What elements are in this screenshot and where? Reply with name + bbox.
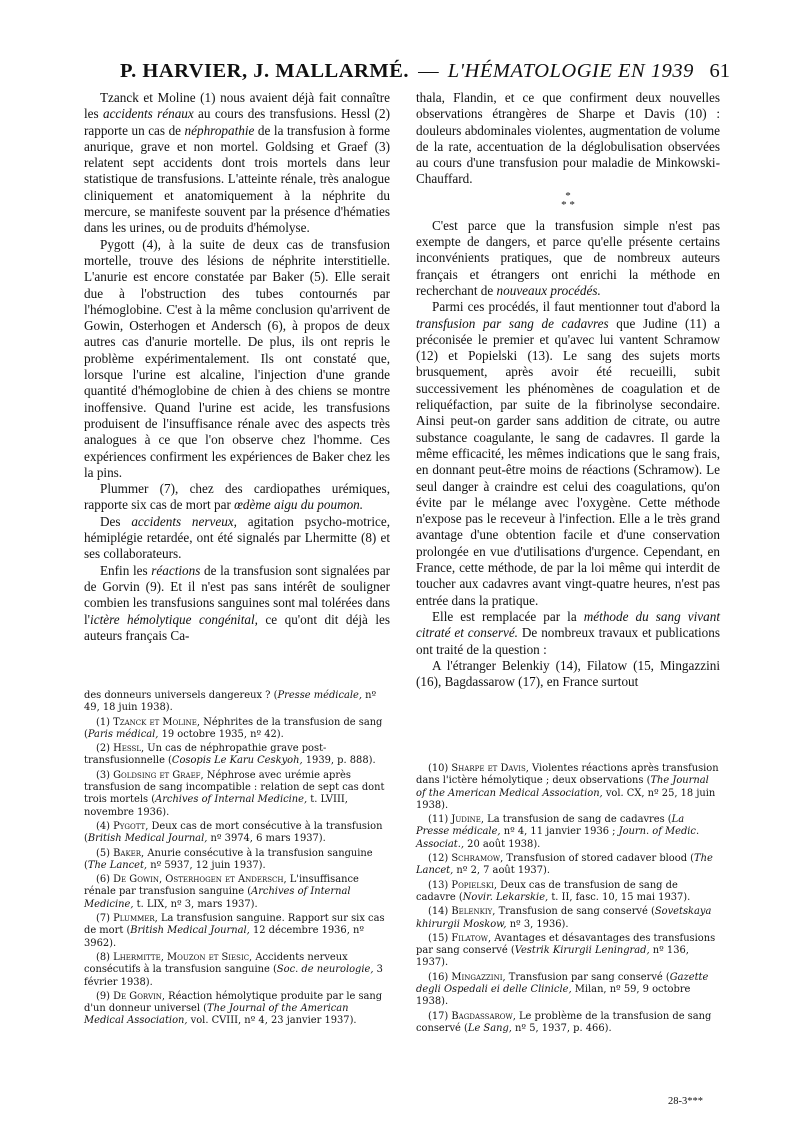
footnote: (9) De Gorvin, Réaction hémolytique produite par le sang d'un donneur universel (The Journal of the American Medical Association, vol. CVIII, nº 4, 23 janvier 1937). (84, 990, 383, 1027)
footnote: (15) Filatow, Avantages et désavantages des transfusions par sang conservé (Vestrik Kirurgii Leningrad, nº 136, 1937). (416, 932, 716, 969)
paragraph: Des accidents nerveux, agitation psycho-motrice, hémiplégie retardée, ont été signalés par Lhermitte (8) et ses collaborateurs. (84, 513, 390, 562)
paragraph: A l'étranger Belenkiy (14), Filatow (15, Mingazzini (16), Bagdassarow (17), en France surtout (416, 657, 720, 690)
paragraph: C'est parce que la transfusion simple n'est pas exempte de dangers, et parce qu'elle présente certains inconvénients pratiques, que de nombreux auteurs français et étrangers ont enrichi la méthode en recherchant de nouveaux procédés. (416, 217, 720, 298)
footnote: (8) Lhermitte, Mouzon et Siesic, Accidents nerveux consécutifs à la transfusion sanguine (Soc. de neurologie, 3 février 1938). (84, 951, 383, 988)
footnote: des donneurs universels dangereux ? (Presse médicale, nº 49, 18 juin 1938). (84, 690, 377, 714)
header-topic: L'HÉMATOLOGIE EN 1939 (447, 60, 694, 82)
footnote: (4) Pygott, Deux cas de mort consécutive à la transfusion (British Medical Journal, nº 3974, 6 mars 1937). (84, 820, 383, 845)
paragraph: Pygott (4), à la suite de deux cas de transfusion mortelle, trouve des lésions de néphrite interstitielle. L'anurie est encore constatée par Baker (5). Elle serait due à l'obstruction des tubes contournés par l'hémoglobine. C'est à la même conclusion qu'arrivent de Gowin, Osterhogen et Andersch (6), à propos de deux autres cas d'anurie mortelle. De plus, ils ont repris le problème expérimentalement. Ils ont constaté que, lorsque l'urine est alcaline, l'injection d'une grande quantité d'hémoglobine de chien à des chiens se montre inoffensive. Quand l'urine est acide, les transfusions produisent de l'insuffisance rénale avec des aspects très analogues à ce que l'on observe chez l'homme. Ces expériences confirment les expériences de Baker chez les la pins. (84, 236, 390, 480)
header-authors: P. HARVIER, J. MALLARMÉ. (120, 60, 409, 82)
footnote: (11) Judine, La transfusion de sang de cadavres (La Presse médicale, nº 4, 11 janvier 1936 ; Journ. of Medic. Associat., 20 août 1938). (416, 814, 700, 850)
paragraph: Plummer (7), chez des cardiopathes urémiques, rapporte six cas de mort par œdème aigu du poumon. (84, 481, 390, 513)
paragraph: thala, Flandin, et ce que confirment deux nouvelles observations étrangères de Sharpe et Davis (10) : douleurs abdominales violentes, augmentation de volume de la rate, accentuation de la déglobulisation observées au cours d'une transfusion pour maladie de Minkowski-Chauffard. (416, 90, 720, 187)
right-column (416, 90, 720, 690)
left-column (84, 90, 390, 644)
printer-signature: 28-3*** (668, 1096, 703, 1107)
paragraph: Elle est remplacée par la méthode du sang vivant citraté et conservé. De nombreux travaux et publications ont traité de la question : (416, 608, 720, 657)
paragraph: Tzanck et Moline (1) nous avaient déjà fait connaître les accidents rénaux au cours des transfusions. Hessl (2) rapporte un cas de néphropathie de la transfusion à forme anurique, grave et non mortel. Goldsing et Graef (3) relatent sept accidents dont trois mortels dans leur statistique de transfusions. L'atteinte rénale, très analogue cliniquement et anatomiquement à la néphrite du mercure, se manifeste souvent par la présence d'hématies dans les urines, ou de produits d'hémolyse. (84, 90, 390, 236)
page-number: 61 (709, 60, 730, 82)
footnote: (16) Mingazzini, Transfusion par sang conservé (Gazette degli Ospedali ei delle Clinicle, Milan, nº 59, 9 octobre 1938). (416, 971, 709, 1008)
footnote: (2) Hessl, Un cas de néphropathie grave post-transfusionnelle (Cosopis Le Karu Ceskyoh, 1939, p. 888). (84, 743, 376, 767)
paragraph: Parmi ces procédés, il faut mentionner tout d'abord la transfusion par sang de cadavres que Judine (11) a préconisée le premier et qu'avec lui vantent Schramow (12) et Popielski (13). Le sang des sujets morts brusquement, après avoir été recueilli, subit successivement les phénomènes de coagulation et de reliquéfaction, par suite de la fibrinolyse secondaire. Ainsi peut-on garder sans addition de citrate, ou autre substance coagulante, le sang de cadavres. Il garde la même efficacité, les mêmes indications que le sang frais, en donnant peut-être moins de réactions (Schramow). Le seul danger à craindre est celui des coagulations, qu'on évite par le mélange avec l'oxygène. Cette méthode n'expose pas le receveur à l'infection. Elle a le très grand avantage d'une obtention facile et d'une conservation prolongée en vue d'utilisations d'urgence. Cependant, en France, cette méthode, de par la loi même qui interdit de toucher aux cadavres avant vingt-quatre heures, n'est pas entrée dans la pratique. (416, 299, 720, 608)
running-header (120, 60, 730, 90)
footnote: (10) Sharpe et Davis, Violentes réactions après transfusion dans l'ictère hémolytique ; deux observations (The Journal of the American Medical Association, vol. CX, nº 25, 18 juin 1938). (416, 763, 719, 811)
footnotes-right (416, 763, 720, 1037)
paragraph: Enfin les réactions de la transfusion sont signalées par de Gorvin (9). Et il n'est pas sans intérêt de souligner combien les transfusions sanguines sont mal tolérées dans l'ictère hémolytique congénital, ce qu'ont dit déjà les auteurs français Ca- (84, 562, 391, 643)
footnotes-left (84, 690, 390, 1030)
footnote: (7) Plummer, La transfusion sanguine. Rapport sur six cas de mort (British Medical Journal, 12 décembre 1936, nº 3962). (84, 913, 385, 949)
footnote: (5) Baker, Anurie consécutive à la transfusion sanguine (The Lancet, nº 5937, 12 juin 1937). (84, 847, 373, 871)
footnote: (17) Bagdassarow, Le problème de la transfusion de sang conservé (Le Sang, nº 5, 1937, p. 466). (416, 1010, 712, 1034)
header-dash: — (418, 60, 439, 82)
footnote: (12) Schramow, Transfusion of stored cadaver blood (The Lancet, nº 2, 7 août 1937). (416, 853, 713, 877)
footnote: (6) De Gowin, Osterhogen et Andersch, L'insuffisance rénale par transfusion sanguine (Archives of Internal Medicine, t. LIX, nº 3, mars 1937). (84, 874, 359, 910)
footnote: (13) Popielski, Deux cas de transfusion de sang de cadavre (Novir. Lekarskie, t. II, fasc. 10, 15 mai 1937). (416, 879, 691, 903)
section-separator: * * * (561, 189, 575, 211)
footnote: (14) Belenkiy, Transfusion de sang conservé (Sovetskaya khirurgii Moskow, nº 3, 1936). (416, 906, 712, 930)
footnote: (3) Goldsing et Graef, Néphrose avec urémie après transfusion de sang incompatible : relation de sept cas dont trois mortels (Archives of Internal Medicine, t. LVIII, novembre 1936). (84, 769, 385, 818)
footnote: (1) Tzanck et Moline, Néphrites de la transfusion de sang (Paris médical, 19 octobre 1935, nº 42). (84, 716, 383, 740)
